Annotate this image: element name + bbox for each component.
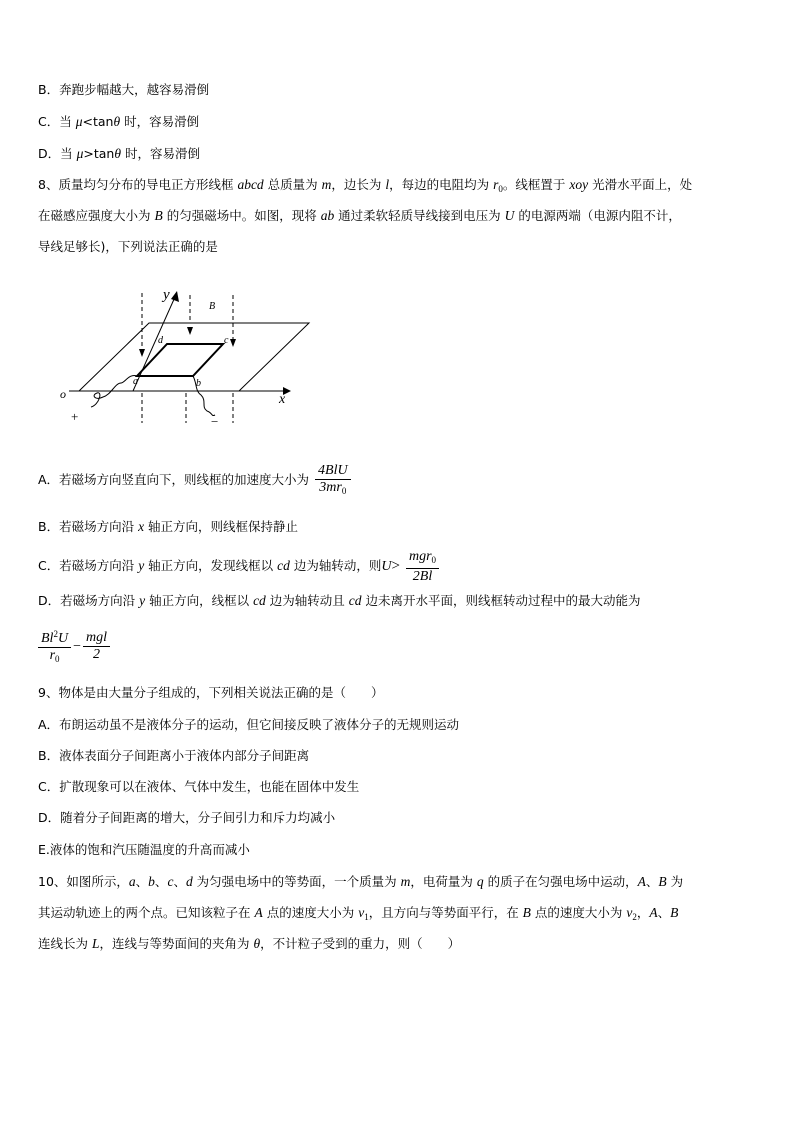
label-minus: − <box>211 414 219 429</box>
label-y: y <box>163 287 170 303</box>
q7-option-b: B．奔跑步幅越大，越容易滑倒 <box>38 82 210 97</box>
q8-option-d-expression: $\frac{Bl^2U}{r_0}$ − $\frac{\text{mgl}}{2}$ <box>36 624 112 669</box>
q8-option-c: C．若磁场方向沿 y 轴正方向，发现线框以 cd 边为轴转动，则U> $\frac{mgr_0}{2Bl}$ <box>38 548 441 585</box>
y-axis-arrow <box>171 291 179 302</box>
q10-stem-line-1: 10、如图所示，a、b、c、d 为匀强电场中的等势面，一个质量为 m，电荷量为 q 的质子在匀强电场中运动，A、B 为 <box>38 874 684 889</box>
label-o: o <box>60 387 66 401</box>
q7-option-d: D．当 μ>tanθ 时，容易滑倒 <box>38 146 200 161</box>
field-line-1-arrow <box>139 349 145 357</box>
q8-option-d: D．若磁场方向沿 y 轴正方向，线框以 cd 边为轴转动且 cd 边未离开水平面，则线框转动过程中的最大动能为 <box>38 593 641 608</box>
field-line-3-arrow <box>230 339 236 347</box>
q8-option-c-fraction: $\frac{mgr_0}{2Bl}$ <box>406 549 439 585</box>
label-B: B <box>209 301 216 312</box>
q9-option-c: C．扩散现象可以在液体、气体中发生，也能在固体中发生 <box>38 779 360 794</box>
label-x: x <box>279 392 286 407</box>
q9-stem: 9、物体是由大量分子组成的，下列相关说法正确的是（ ） <box>38 685 384 700</box>
horizontal-plane <box>79 323 309 391</box>
label-a: a <box>133 376 138 387</box>
q9-option-a: A．布朗运动虽不是液体分子的运动，但它间接反映了液体分子的无规则运动 <box>38 717 460 732</box>
q8-option-b: B．若磁场方向沿 x 轴正方向，则线框保持静止 <box>38 519 299 534</box>
label-b: b <box>196 378 201 389</box>
label-plus: + <box>71 409 79 424</box>
label-c: c <box>224 335 229 346</box>
q9-option-e: E.液体的饱和汽压随温度的升高而减小 <box>38 842 250 857</box>
q8-stem-line-1: 8、质量均匀分布的导电正方形线框 abcd 总质量为 m，边长为 l，每边的电阻均为 $r_0$。线框置于 xoy 光滑水平面上，处 <box>38 177 693 194</box>
q8-stem-line-3: 导线足够长)，下列说法正确的是 <box>38 239 218 254</box>
q7-option-c: C．当 μ<tanθ 时，容易滑倒 <box>38 114 200 129</box>
label-d: d <box>158 335 163 346</box>
q8-option-a-fraction: $\frac{\text{4BlU}}{3mr_0}$ <box>315 463 351 499</box>
q8-option-a: A．若磁场方向竖直向下，则线框的加速度大小为 $\frac{\text{4BlU}}{3mr_0}$ <box>38 462 353 499</box>
q8-option-d-fraction-1: $\frac{Bl^2U}{r_0}$ <box>38 626 71 667</box>
q8-stem-line-2: 在磁感应强度大小为 B 的匀强磁场中。如图，现将 ab 通过柔软轻质导线接到电压为 U 的电源两端（电源内阻不计， <box>38 208 681 223</box>
q9-option-d: D．随着分子间距离的增大，分子间引力和斥力均减小 <box>38 810 336 825</box>
q9-option-b: B．液体表面分子间距离小于液体内部分子间距离 <box>38 748 310 763</box>
q8-option-d-fraction-2: $\frac{\text{mgl}}{2}$ <box>83 630 110 663</box>
q8-figure-diagram <box>55 283 315 433</box>
q10-stem-line-3: 连线长为 L，连线与等势面间的夹角为 θ，不计粒子受到的重力，则（ ） <box>38 936 461 951</box>
q10-stem-line-2: 其运动轨迹上的两个点。已知该粒子在 A 点的速度大小为 $v_1$，且方向与等势面平行，在 B 点的速度大小为 $v_2$，A、B <box>38 905 679 922</box>
field-line-2-arrow <box>187 327 193 335</box>
square-loop <box>137 344 223 376</box>
